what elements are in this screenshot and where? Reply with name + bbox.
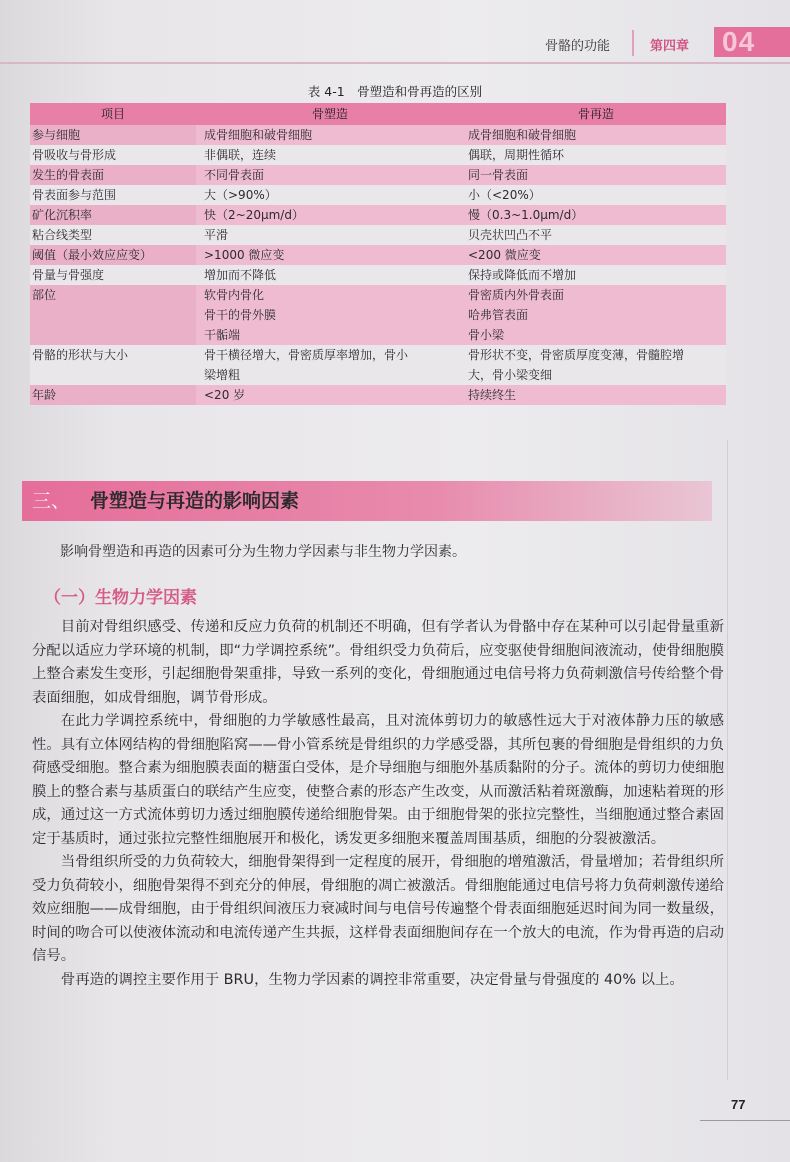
cell-line: 成骨细胞和破骨细胞 [468, 128, 577, 142]
cell-remodeling [458, 245, 726, 265]
page-number: 77 [731, 1097, 746, 1112]
comparison-table [30, 103, 726, 405]
cell-line: 梁增粗 [204, 368, 241, 382]
cell-item: 年龄 [30, 385, 196, 405]
section-number: 三、 [32, 490, 71, 512]
intro-paragraph: 影响骨塑造和再造的因素可分为生物力学因素与非生物力学因素。 [60, 544, 466, 560]
cell-line: 快（2~20μm/d） [204, 208, 304, 222]
cell-line: 骨形状不变，骨密质厚度变薄，骨髓腔增 [468, 348, 685, 362]
cell-remodeling [458, 225, 726, 245]
cell-remodeling [458, 265, 726, 285]
paragraph: 当骨组织所受的力负荷较大，细胞骨架得到一定程度的展开，骨细胞的增殖激活，骨量增加；若骨组织所受力负荷较小，细胞骨架得不到充分的伸展，骨细胞的凋亡被激活。骨细胞能通过电信号将力负荷刺激传递给效应细胞——成骨细胞，由于骨组织间液压力衰减时间与电信号传遍整个骨表面细胞延迟时间为同一数量级，时间的吻合可以使液体流动和电流传递产生共振，这样骨表面细胞间存在一个放大的电流，作为骨再造的启动信号。 [32, 854, 724, 964]
chapter-number-badge: 04 [714, 27, 790, 57]
paragraph: 目前对骨组织感受、传递和反应力负荷的机制还不明确，但有学者认为骨骼中存在某种可以引起骨量重新分配以适应力学环境的机制，即“力学调控系统”。骨组织受力负荷后，应变驱使骨细胞间液流动，使骨细胞膜上整合素发生变形，引起细胞骨架重排，导致一系列的变化，骨细胞通过电信号将力负荷刺激信号传给整个骨表面细胞，如成骨细胞，调节骨形成。 [32, 619, 724, 706]
cell-item: 骨表面参与范围 [30, 185, 196, 205]
running-header-chapter: 第四章 [650, 39, 690, 54]
paragraph: 在此力学调控系统中，骨细胞的力学敏感性最高，且对流体剪切力的敏感性远大于对液体静力压的敏感性。具有立体网结构的骨细胞陷窝——骨小管系统是骨组织的力学感受器，其所包裹的骨细胞是骨组织的力负荷感受细胞。整合素为细胞膜表面的糖蛋白受体，是介导细胞与细胞外基质黏附的分子。流体的剪切力使细胞膜上的整合素与基质蛋白的联结产生应变，使整合素的形态产生改变，从而激活粘着斑激酶，加速粘着斑的形成，通过这一方式流体剪切力透过细胞膜传递给细胞骨架。由于细胞骨架的张拉完整性，当细胞通过整合素固定于基质时，通过张拉完整性细胞展开和极化，诱发更多细胞来覆盖周围基质，细胞的分裂被激活。 [32, 713, 724, 847]
cell-item: 骨骼的形状与大小 [30, 345, 196, 385]
table-row [30, 285, 726, 345]
cell-line: 偶联，周期性循环 [468, 148, 565, 162]
table-body [30, 125, 726, 405]
cell-line: 同一骨表面 [468, 168, 529, 182]
running-header-section: 骨骼的功能 [545, 39, 611, 54]
table-row [30, 145, 726, 165]
cell-remodeling [458, 165, 726, 185]
cell-modeling [196, 385, 458, 405]
cell-item: 骨量与骨强度 [30, 265, 196, 285]
paragraph: 骨再造的调控主要作用于 BRU，生物力学因素的调控非常重要，决定骨量与骨强度的 40% 以上。 [60, 971, 684, 988]
table-row [30, 385, 726, 405]
table-row [30, 245, 726, 265]
cell-line: 骨密质内外骨表面 [468, 288, 565, 302]
cell-modeling [196, 145, 458, 165]
footer-rule [700, 1120, 790, 1121]
section-title: 骨塑造与再造的影响因素 [90, 490, 300, 512]
header-remodeling: 骨再造 [458, 103, 726, 125]
cell-line: 慢（0.3~1.0μm/d） [468, 208, 584, 222]
cell-line: 骨干的骨外膜 [204, 308, 277, 322]
table-row [30, 265, 726, 285]
cell-remodeling [458, 385, 726, 405]
cell-item: 发生的骨表面 [30, 165, 196, 185]
table-row [30, 345, 726, 385]
cell-modeling [196, 265, 458, 285]
header-separator [632, 30, 634, 56]
cell-remodeling [458, 185, 726, 205]
body-text [32, 616, 724, 992]
cell-line: 干骺端 [204, 328, 241, 342]
cell-item: 部位 [30, 285, 196, 345]
cell-item: 粘合线类型 [30, 225, 196, 245]
cell-modeling [196, 285, 458, 345]
cell-line: <20 岁 [204, 388, 246, 402]
margin-rule [727, 440, 728, 1080]
cell-line: <200 微应变 [468, 248, 541, 262]
cell-line: 增加而不降低 [204, 268, 277, 282]
header-modeling: 骨塑造 [196, 103, 458, 125]
cell-item: 矿化沉积率 [30, 205, 196, 225]
cell-remodeling [458, 145, 726, 165]
cell-item: 阈值（最小效应应变） [30, 245, 196, 265]
cell-item: 参与细胞 [30, 125, 196, 145]
cell-line: >1000 微应变 [204, 248, 285, 262]
table-caption: 表 4-1 骨塑造和骨再造的区别 [307, 84, 483, 99]
cell-line: 骨干横径增大，骨密质厚率增加，骨小 [204, 348, 409, 362]
cell-line: 骨小梁 [468, 328, 505, 342]
cell-line: 哈弗管表面 [468, 308, 529, 322]
cell-line: 非偶联，连续 [204, 148, 277, 162]
table-header-row [30, 103, 726, 125]
cell-remodeling [458, 345, 726, 385]
cell-modeling [196, 345, 458, 385]
table-row [30, 125, 726, 145]
cell-line: 平滑 [204, 228, 229, 242]
cell-remodeling [458, 125, 726, 145]
table-row [30, 165, 726, 185]
table-row [30, 185, 726, 205]
table-row [30, 205, 726, 225]
header-rule [0, 62, 790, 64]
cell-modeling [196, 125, 458, 145]
cell-item: 骨吸收与骨形成 [30, 145, 196, 165]
cell-line: 软骨内骨化 [204, 288, 265, 302]
cell-line: 贝壳状凹凸不平 [468, 228, 553, 242]
cell-remodeling [458, 205, 726, 225]
cell-line: 成骨细胞和破骨细胞 [204, 128, 313, 142]
cell-remodeling [458, 285, 726, 345]
cell-line: 持续终生 [468, 388, 517, 402]
cell-line: 大，骨小梁变细 [468, 368, 553, 382]
cell-line: 大（>90%） [204, 188, 277, 202]
table-row [30, 225, 726, 245]
header-item: 项目 [30, 103, 196, 125]
cell-modeling [196, 225, 458, 245]
cell-line: 小（<20%） [468, 188, 541, 202]
cell-modeling [196, 205, 458, 225]
cell-line: 不同骨表面 [204, 168, 265, 182]
cell-modeling [196, 245, 458, 265]
cell-line: 保持或降低而不增加 [468, 268, 577, 282]
cell-modeling [196, 165, 458, 185]
cell-modeling [196, 185, 458, 205]
subheading: （一）生物力学因素 [44, 588, 197, 608]
